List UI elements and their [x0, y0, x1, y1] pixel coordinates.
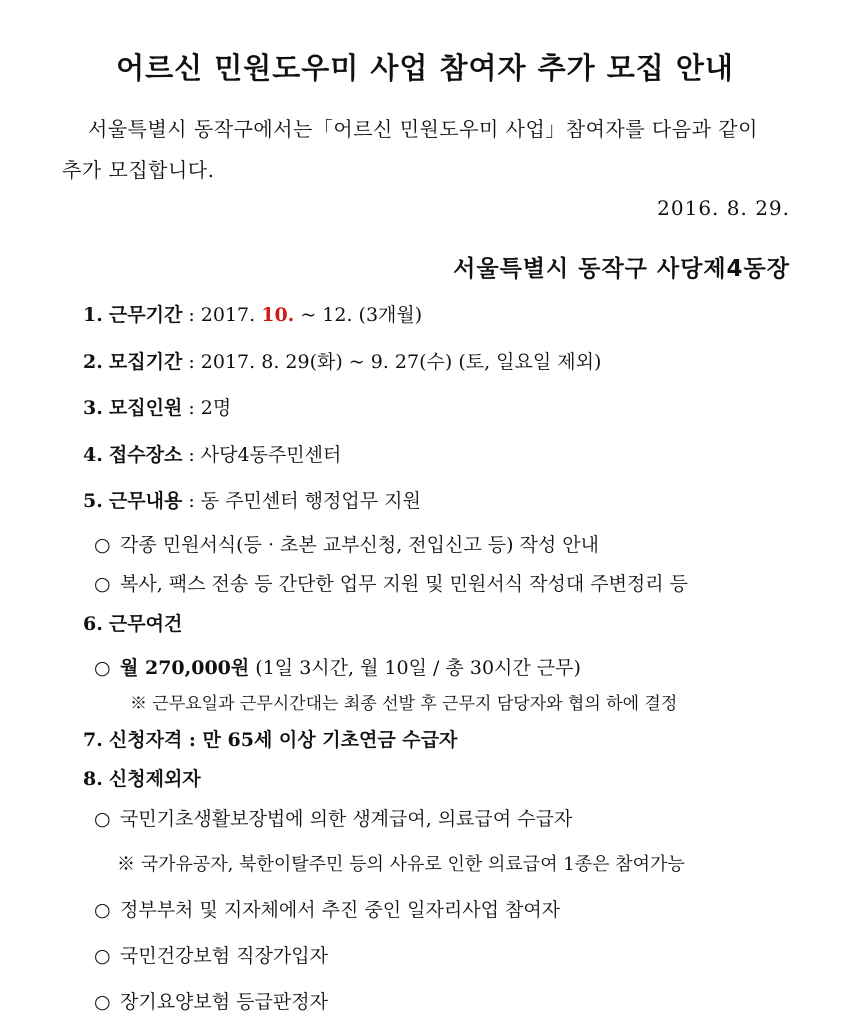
item-value: 동 주민센터 행정업무 지원 [200, 490, 421, 512]
exclusion-bullet [94, 804, 572, 831]
intro-line-2: 추가 모집합니다. [62, 158, 215, 182]
item-number: 7. [83, 729, 103, 751]
duty-bullet [94, 530, 599, 557]
page-title: 어르신 민원도우미 사업 참여자 추가 모집 안내 [116, 51, 734, 85]
item-value: 사당4동주민센터 [200, 444, 342, 466]
highlight-month: 10. [261, 304, 295, 326]
bullet-text: 정부부처 및 지자체에서 추진 중인 일자리사업 참여자 [120, 899, 561, 921]
item-exclusions [83, 764, 201, 791]
pay-bullet [94, 653, 581, 680]
item-label: 신청제외자 [108, 768, 201, 790]
item-value-rest: ~ 12. (3개월) [294, 304, 423, 326]
exclusion-note: ※ 국가유공자, 북한이탈주민 등의 사유로 인한 의료급여 1종은 참여가능 [117, 854, 685, 875]
item-value: 2명 [200, 397, 232, 419]
issuer-name: 서울특별시 동작구 사당제4동장 [453, 256, 790, 282]
item-label: 근무내용 [108, 490, 183, 512]
circle-bullet-icon: ○ [94, 657, 111, 679]
item-separator: : [182, 397, 201, 419]
item-label: 신청자격 : 만 65세 이상 기초연금 수급자 [108, 729, 458, 751]
item-label: 모집기간 [108, 351, 183, 373]
exclusion-bullet [94, 895, 560, 922]
circle-bullet-icon: ○ [94, 945, 111, 967]
item-value: 2017. 8. 29(화) ~ 9. 27(수) (토, 일요일 제외) [200, 351, 602, 373]
item-label: 접수장소 [108, 444, 183, 466]
circle-bullet-icon: ○ [94, 991, 111, 1013]
item-number: 3. [83, 397, 103, 419]
pay-amount: 월 270,000원 [120, 657, 250, 679]
item-number: 5. [83, 490, 103, 512]
item-separator: : [182, 444, 201, 466]
item-separator: : [182, 490, 201, 512]
bullet-text: 각종 민원서식(등 · 초본 교부신청, 전입신고 등) 작성 안내 [120, 534, 600, 556]
item-label: 근무기간 [108, 304, 183, 326]
item-number: 8. [83, 768, 103, 790]
item-work-period [83, 300, 422, 327]
item-label: 근무여건 [108, 613, 183, 635]
bullet-text: 국민건강보험 직장가입자 [120, 945, 328, 967]
bullet-text: 장기요양보험 등급판정자 [120, 991, 328, 1013]
bullet-text: 복사, 팩스 전송 등 간단한 업무 지원 및 민원서식 작성대 주변정리 등 [120, 573, 689, 595]
item-recruit-period [83, 347, 601, 374]
item-headcount [83, 393, 231, 420]
item-place [83, 440, 341, 467]
item-number: 4. [83, 444, 103, 466]
item-number: 6. [83, 613, 103, 635]
circle-bullet-icon: ○ [94, 573, 111, 595]
item-number: 1. [83, 304, 103, 326]
bullet-text: 국민기초생활보장법에 의한 생계급여, 의료급여 수급자 [120, 808, 573, 830]
item-duties [83, 486, 421, 513]
notice-date: 2016. 8. 29. [657, 196, 790, 220]
intro-line-1: 서울특별시 동작구에서는「어르신 민원도우미 사업」참여자를 다음과 같이 [88, 117, 758, 141]
circle-bullet-icon: ○ [94, 808, 111, 830]
schedule-note: ※ 근무요일과 근무시간대는 최종 선발 후 근무지 담당자와 협의 하에 결정 [130, 694, 678, 714]
item-separator: : [182, 304, 201, 326]
item-label: 모집인원 [108, 397, 183, 419]
item-separator: : [182, 351, 201, 373]
pay-detail: (1일 3시간, 월 10일 / 총 30시간 근무) [249, 657, 581, 679]
exclusion-bullet [94, 941, 328, 968]
item-eligibility [83, 725, 457, 752]
exclusion-bullet [94, 987, 328, 1014]
item-number: 2. [83, 351, 103, 373]
item-conditions [83, 609, 182, 636]
duty-bullet [94, 569, 688, 596]
circle-bullet-icon: ○ [94, 534, 111, 556]
item-value: 2017. [200, 304, 262, 326]
circle-bullet-icon: ○ [94, 899, 111, 921]
